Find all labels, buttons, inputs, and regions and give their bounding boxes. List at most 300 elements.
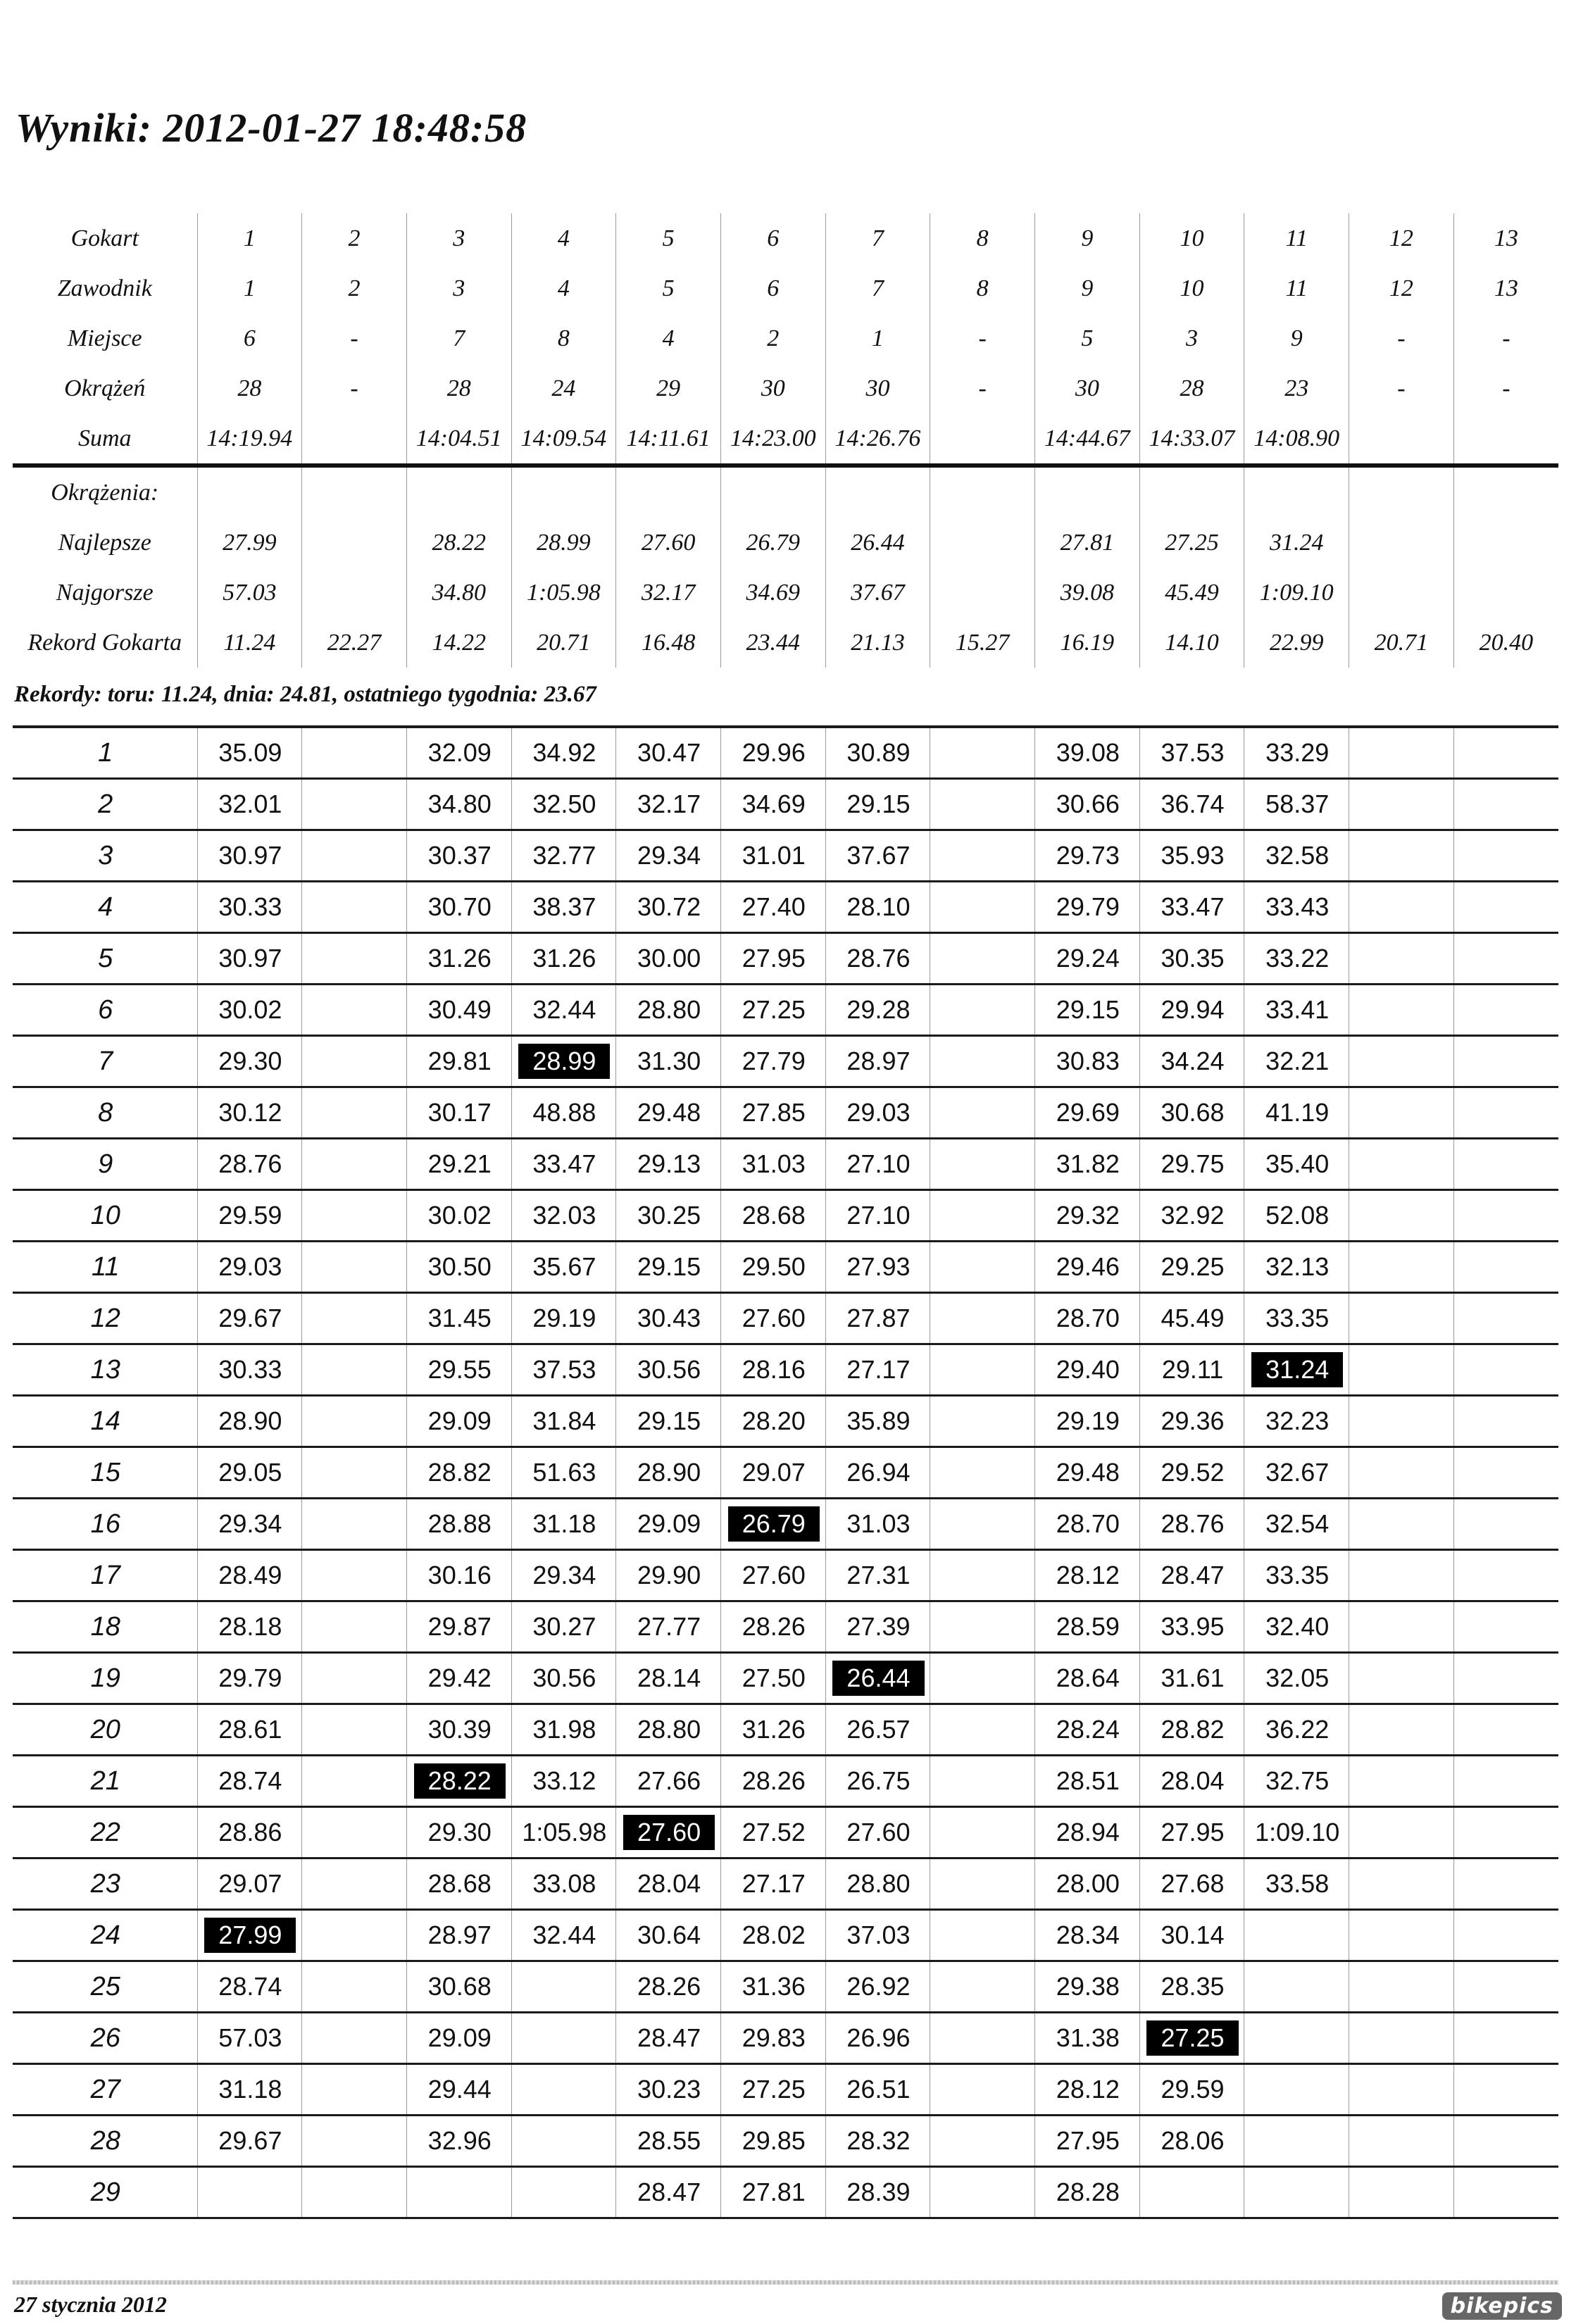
lap-time-cell: 27.95: [1139, 1807, 1244, 1858]
stat-cell: 20.71: [511, 618, 616, 668]
table-row: [13, 2013, 1558, 2064]
table-row: [13, 933, 1558, 985]
stat-cell: [930, 568, 1035, 618]
lap-time-cell: [930, 1396, 1035, 1447]
stat-cell: 22.99: [1244, 618, 1349, 668]
lap-time-cell: 31.26: [511, 933, 616, 985]
table-row: [13, 1961, 1558, 2013]
lap-time-cell: [302, 1344, 407, 1396]
lap-time-cell: [1139, 2167, 1244, 2218]
lap-time-cell: 33.29: [1244, 727, 1349, 779]
lap-time-cell: 31.03: [825, 1499, 930, 1550]
header-cell: [1453, 413, 1558, 466]
row-label: Rekord Gokarta: [27, 629, 182, 656]
lap-number: 25: [13, 1961, 197, 2013]
lap-time-cell: [302, 779, 407, 830]
lap-time-cell: 26.96: [825, 2013, 930, 2064]
lap-time-cell: [1453, 1704, 1558, 1756]
lap-time-cell: 33.95: [1139, 1601, 1244, 1653]
lap-time-cell: 31.26: [720, 1704, 825, 1756]
table-row: [13, 727, 1558, 779]
lap-number: 13: [13, 1344, 197, 1396]
stat-cell: [302, 518, 407, 568]
lap-time-cell: 29.28: [825, 985, 930, 1036]
lap-time-cell: [302, 1242, 407, 1293]
lap-time-cell: [302, 882, 407, 933]
section-label: Okrążenia:: [51, 479, 159, 506]
lap-time-cell: 29.40: [1035, 1344, 1140, 1396]
stat-cell: 20.71: [1349, 618, 1454, 668]
lap-time-cell: 30.66: [1035, 779, 1140, 830]
stat-cell: [1453, 518, 1558, 568]
stat-cell: 1:05.98: [511, 568, 616, 618]
best-lap-highlight: 28.22: [414, 1763, 506, 1799]
lap-time-cell: [1349, 1961, 1454, 2013]
header-cell: [302, 413, 407, 466]
lap-time-cell: [302, 1190, 407, 1242]
lap-time-cell: 28.04: [616, 1858, 721, 1910]
header-cell: 7: [825, 213, 930, 263]
lap-time-cell: [1453, 2013, 1558, 2064]
lap-time-cell: 29.34: [511, 1550, 616, 1601]
empty-cell: [930, 466, 1035, 518]
lap-time-cell: 36.22: [1244, 1704, 1349, 1756]
lap-time-cell: 32.44: [511, 1910, 616, 1961]
lap-time-cell: [930, 1242, 1035, 1293]
lap-time-cell: 29.32: [1035, 1190, 1140, 1242]
lap-time-cell: 26.92: [825, 1961, 930, 2013]
lap-time-cell: 28.76: [825, 933, 930, 985]
lap-time-cell: [1349, 985, 1454, 1036]
lap-time-cell: [511, 2013, 616, 2064]
lap-time-cell: 27.79: [720, 1036, 825, 1087]
lap-time-cell: 37.03: [825, 1910, 930, 1961]
lap-time-cell: [1349, 1293, 1454, 1344]
lap-time-cell: [1349, 2167, 1454, 2218]
section-row: [13, 466, 1558, 518]
lap-time-cell: 48.88: [511, 1087, 616, 1139]
lap-time-cell: [406, 1756, 511, 1807]
lap-time-cell: [930, 830, 1035, 882]
header-cell: -: [930, 313, 1035, 363]
lap-time-cell: [1349, 2013, 1454, 2064]
empty-cell: [302, 466, 407, 518]
stat-row: [13, 518, 1558, 568]
stat-cell: [302, 568, 407, 618]
lap-time-cell: 29.07: [720, 1447, 825, 1499]
lap-time-cell: 29.36: [1139, 1396, 1244, 1447]
lap-time-cell: [1349, 1396, 1454, 1447]
lap-time-cell: 32.17: [616, 779, 721, 830]
lap-time-cell: [1453, 1190, 1558, 1242]
lap-time-cell: 28.12: [1035, 1550, 1140, 1601]
header-cell: 1: [197, 213, 302, 263]
lap-time-cell: 32.44: [511, 985, 616, 1036]
lap-number: 2: [13, 779, 197, 830]
table-row: [13, 1087, 1558, 1139]
lap-time-cell: 31.18: [197, 2064, 302, 2116]
lap-time-cell: [302, 1704, 407, 1756]
lap-time-cell: 31.03: [720, 1139, 825, 1190]
lap-time-cell: 32.92: [1139, 1190, 1244, 1242]
lap-time-cell: 28.90: [197, 1396, 302, 1447]
lap-time-cell: 29.09: [406, 1396, 511, 1447]
header-cell: -: [1453, 313, 1558, 363]
header-cell: 28: [197, 363, 302, 413]
header-cell: 14:33.07: [1139, 413, 1244, 466]
lap-time-cell: 27.31: [825, 1550, 930, 1601]
lap-time-cell: 29.03: [197, 1242, 302, 1293]
lap-time-cell: 30.50: [406, 1242, 511, 1293]
lap-time-cell: [930, 779, 1035, 830]
lap-time-cell: 29.79: [197, 1653, 302, 1704]
lap-time-cell: [197, 1910, 302, 1961]
lap-number: 11: [13, 1242, 197, 1293]
header-cell: 9: [1244, 313, 1349, 363]
lap-time-cell: [302, 1653, 407, 1704]
lap-time-cell: 31.45: [406, 1293, 511, 1344]
lap-time-cell: 29.73: [1035, 830, 1140, 882]
lap-time-cell: [930, 727, 1035, 779]
stat-cell: 27.25: [1139, 518, 1244, 568]
lap-time-cell: 28.82: [1139, 1704, 1244, 1756]
lap-time-cell: [302, 1910, 407, 1961]
lap-time-cell: [1349, 1550, 1454, 1601]
lap-time-cell: 27.66: [616, 1756, 721, 1807]
lap-time-cell: 28.76: [1139, 1499, 1244, 1550]
lap-time-cell: 33.47: [1139, 882, 1244, 933]
empty-cell: [825, 466, 930, 518]
lap-time-cell: 28.16: [720, 1344, 825, 1396]
lap-time-cell: 27.95: [1035, 2116, 1140, 2167]
lap-time-cell: 28.51: [1035, 1756, 1140, 1807]
lap-number: 6: [13, 985, 197, 1036]
lap-time-cell: [1453, 1293, 1558, 1344]
header-cell: 12: [1349, 263, 1454, 313]
lap-number: 4: [13, 882, 197, 933]
table-row: [13, 1910, 1558, 1961]
lap-time-cell: [930, 1499, 1035, 1550]
lap-time-cell: [1244, 1961, 1349, 2013]
empty-cell: [197, 466, 302, 518]
best-lap-highlight: 27.25: [1146, 2020, 1238, 2056]
lap-number: 23: [13, 1858, 197, 1910]
lap-time-cell: 29.46: [1035, 1242, 1140, 1293]
lap-time-cell: [1453, 779, 1558, 830]
table-row: [13, 2064, 1558, 2116]
lap-time-cell: [930, 1293, 1035, 1344]
lap-time-cell: [930, 985, 1035, 1036]
lap-time-cell: 27.17: [825, 1344, 930, 1396]
lap-time-cell: [302, 1807, 407, 1858]
lap-time-cell: 28.04: [1139, 1756, 1244, 1807]
lap-time-cell: 58.37: [1244, 779, 1349, 830]
header-cell: -: [302, 363, 407, 413]
lap-time-cell: 30.25: [616, 1190, 721, 1242]
lap-number: 21: [13, 1756, 197, 1807]
lap-time-cell: 28.61: [197, 1704, 302, 1756]
footer-date: 27 stycznia 2012: [14, 2292, 167, 2317]
stat-cell: 45.49: [1139, 568, 1244, 618]
stat-cell: [1349, 518, 1454, 568]
lap-time-cell: 28.26: [720, 1601, 825, 1653]
stat-cell: 14.22: [406, 618, 511, 668]
header-cell: 14:11.61: [616, 413, 721, 466]
lap-time-cell: 35.40: [1244, 1139, 1349, 1190]
lap-time-cell: [930, 1807, 1035, 1858]
lap-time-cell: 33.35: [1244, 1550, 1349, 1601]
summary-table: [13, 213, 1558, 668]
lap-time-cell: 29.09: [616, 1499, 721, 1550]
lap-time-cell: 30.14: [1139, 1910, 1244, 1961]
header-cell: 2: [720, 313, 825, 363]
lap-number: 26: [13, 2013, 197, 2064]
header-cell: 10: [1139, 263, 1244, 313]
lap-time-cell: 33.35: [1244, 1293, 1349, 1344]
lap-time-cell: [1349, 1858, 1454, 1910]
lap-time-cell: [930, 1961, 1035, 2013]
lap-time-cell: 29.67: [197, 1293, 302, 1344]
lap-time-cell: 31.01: [720, 830, 825, 882]
lap-time-cell: [930, 1190, 1035, 1242]
lap-time-cell: 30.35: [1139, 933, 1244, 985]
lap-time-cell: 29.44: [406, 2064, 511, 2116]
lap-time-cell: [1349, 1036, 1454, 1087]
lap-time-cell: 27.10: [825, 1190, 930, 1242]
lap-time-cell: 33.41: [1244, 985, 1349, 1036]
lap-time-cell: 30.97: [197, 830, 302, 882]
lap-number: 16: [13, 1499, 197, 1550]
lap-time-cell: [1453, 882, 1558, 933]
lap-number: 15: [13, 1447, 197, 1499]
stat-cell: 28.99: [511, 518, 616, 568]
stat-cell: 31.24: [1244, 518, 1349, 568]
header-cell: 2: [302, 263, 407, 313]
lap-time-cell: [930, 1653, 1035, 1704]
records-line: Rekordy: toru: 11.24, dnia: 24.81, ostatniego tygodnia: 23.67: [14, 682, 596, 707]
lap-time-cell: [302, 933, 407, 985]
lap-number: 8: [13, 1087, 197, 1139]
lap-time-cell: 29.94: [1139, 985, 1244, 1036]
lap-time-cell: 28.14: [616, 1653, 721, 1704]
lap-time-cell: 27.39: [825, 1601, 930, 1653]
lap-time-cell: [930, 1036, 1035, 1087]
lap-time-cell: [1349, 1653, 1454, 1704]
lap-time-cell: [930, 1447, 1035, 1499]
lap-number: 22: [13, 1807, 197, 1858]
lap-time-cell: 35.67: [511, 1242, 616, 1293]
lap-time-cell: 29.24: [1035, 933, 1140, 985]
header-cell: 8: [930, 213, 1035, 263]
lap-number: 5: [13, 933, 197, 985]
stat-cell: 26.44: [825, 518, 930, 568]
lap-time-cell: 30.49: [406, 985, 511, 1036]
lap-time-cell: [930, 882, 1035, 933]
header-cell: 14:19.94: [197, 413, 302, 466]
lap-time-cell: 28.80: [616, 1704, 721, 1756]
table-row: [13, 1036, 1558, 1087]
lap-time-cell: 30.47: [616, 727, 721, 779]
stat-cell: 27.81: [1035, 518, 1140, 568]
header-row: [13, 213, 1558, 263]
table-row: [13, 1756, 1558, 1807]
lap-time-cell: 31.30: [616, 1036, 721, 1087]
lap-time-cell: 29.30: [197, 1036, 302, 1087]
lap-time-cell: 29.96: [720, 727, 825, 779]
lap-time-cell: 28.26: [720, 1756, 825, 1807]
stat-cell: 11.24: [197, 618, 302, 668]
header-cell: 13: [1453, 263, 1558, 313]
header-cell: 28: [1139, 363, 1244, 413]
lap-time-cell: 32.09: [406, 727, 511, 779]
row-label: Najlepsze: [58, 529, 151, 556]
lap-time-cell: [930, 933, 1035, 985]
lap-time-cell: 28.70: [1035, 1293, 1140, 1344]
lap-number: 17: [13, 1550, 197, 1601]
lap-time-cell: 33.47: [511, 1139, 616, 1190]
lap-time-cell: 29.83: [720, 2013, 825, 2064]
lap-time-cell: 52.08: [1244, 1190, 1349, 1242]
lap-time-cell: [1349, 2116, 1454, 2167]
lap-number: 19: [13, 1653, 197, 1704]
lap-time-cell: [1349, 830, 1454, 882]
header-cell: -: [930, 363, 1035, 413]
lap-time-cell: 31.36: [720, 1961, 825, 2013]
table-row: [13, 1190, 1558, 1242]
lap-time-cell: 35.93: [1139, 830, 1244, 882]
lap-time-cell: 31.84: [511, 1396, 616, 1447]
lap-time-cell: 37.67: [825, 830, 930, 882]
lap-time-cell: 30.23: [616, 2064, 721, 2116]
lap-time-cell: 29.15: [1035, 985, 1140, 1036]
lap-time-cell: 32.21: [1244, 1036, 1349, 1087]
lap-time-cell: 28.06: [1139, 2116, 1244, 2167]
lap-time-cell: 30.02: [197, 985, 302, 1036]
lap-time-cell: [302, 1087, 407, 1139]
lap-time-cell: 32.54: [1244, 1499, 1349, 1550]
lap-time-cell: 29.34: [197, 1499, 302, 1550]
lap-time-cell: 33.08: [511, 1858, 616, 1910]
stat-row: [13, 568, 1558, 618]
stat-cell: 27.99: [197, 518, 302, 568]
table-row: [13, 1550, 1558, 1601]
lap-time-cell: 28.97: [406, 1910, 511, 1961]
lap-time-cell: [930, 1139, 1035, 1190]
lap-time-cell: 30.56: [616, 1344, 721, 1396]
lap-time-cell: [197, 2167, 302, 2218]
lap-time-cell: 27.52: [720, 1807, 825, 1858]
lap-time-cell: [1349, 1807, 1454, 1858]
lap-time-cell: [720, 1499, 825, 1550]
lap-time-cell: [1349, 779, 1454, 830]
lap-time-cell: [302, 2013, 407, 2064]
lap-time-cell: 28.20: [720, 1396, 825, 1447]
lap-time-cell: [1244, 1344, 1349, 1396]
lap-time-cell: 28.24: [1035, 1704, 1140, 1756]
lap-time-cell: [302, 1550, 407, 1601]
stat-cell: 16.48: [616, 618, 721, 668]
lap-time-cell: 51.63: [511, 1447, 616, 1499]
lap-time-cell: [302, 1858, 407, 1910]
lap-time-cell: 27.60: [720, 1293, 825, 1344]
lap-time-cell: 27.60: [720, 1550, 825, 1601]
table-row: [13, 1447, 1558, 1499]
header-cell: 14:04.51: [406, 413, 511, 466]
lap-time-cell: 37.53: [1139, 727, 1244, 779]
lap-time-cell: [302, 1499, 407, 1550]
lap-time-cell: 28.76: [197, 1139, 302, 1190]
lap-time-cell: 29.11: [1139, 1344, 1244, 1396]
lap-time-cell: [511, 1036, 616, 1087]
lap-time-cell: 29.09: [406, 2013, 511, 2064]
table-row: [13, 1344, 1558, 1396]
lap-time-cell: [1453, 1396, 1558, 1447]
lap-time-cell: 27.25: [720, 2064, 825, 2116]
lap-time-cell: 32.40: [1244, 1601, 1349, 1653]
empty-cell: [720, 466, 825, 518]
lap-time-cell: 28.86: [197, 1807, 302, 1858]
table-row: [13, 1242, 1558, 1293]
lap-time-cell: 28.32: [825, 2116, 930, 2167]
lap-time-cell: 32.05: [1244, 1653, 1349, 1704]
row-label: Gokart: [70, 225, 139, 251]
stat-cell: 16.19: [1035, 618, 1140, 668]
lap-time-cell: 30.97: [197, 933, 302, 985]
lap-time-cell: 27.85: [720, 1087, 825, 1139]
lap-time-cell: [1453, 2116, 1558, 2167]
header-cell: 11: [1244, 213, 1349, 263]
lap-time-cell: 31.26: [406, 933, 511, 985]
lap-time-cell: 28.18: [197, 1601, 302, 1653]
best-lap-highlight: 28.99: [518, 1044, 610, 1079]
lap-time-cell: [1453, 2064, 1558, 2116]
lap-time-cell: [930, 1550, 1035, 1601]
lap-number: 18: [13, 1601, 197, 1653]
table-row: [13, 1807, 1558, 1858]
lap-time-cell: [930, 2116, 1035, 2167]
lap-time-cell: [1453, 830, 1558, 882]
lap-time-cell: 32.67: [1244, 1447, 1349, 1499]
header-cell: 14:09.54: [511, 413, 616, 466]
lap-number: 10: [13, 1190, 197, 1242]
lap-time-cell: [406, 2167, 511, 2218]
header-cell: 11: [1244, 263, 1349, 313]
lap-time-cell: [302, 1601, 407, 1653]
header-cell: 23: [1244, 363, 1349, 413]
header-cell: 6: [197, 313, 302, 363]
lap-time-cell: [511, 1961, 616, 2013]
lap-time-cell: 31.82: [1035, 1139, 1140, 1190]
header-cell: 10: [1139, 213, 1244, 263]
header-cell: 14:44.67: [1035, 413, 1140, 466]
header-row: [13, 413, 1558, 466]
stat-cell: 28.22: [406, 518, 511, 568]
header-cell: -: [1453, 363, 1558, 413]
lap-time-cell: 35.09: [197, 727, 302, 779]
lap-time-cell: 29.15: [616, 1396, 721, 1447]
lap-time-cell: 33.22: [1244, 933, 1349, 985]
best-lap-highlight: 26.44: [832, 1661, 924, 1696]
lap-time-cell: 29.30: [406, 1807, 511, 1858]
header-cell: 3: [1139, 313, 1244, 363]
watermark-logo: bikepics: [1442, 2292, 1562, 2320]
lap-time-cell: 29.81: [406, 1036, 511, 1087]
lap-time-cell: [302, 1961, 407, 2013]
lap-time-cell: [930, 1087, 1035, 1139]
lap-time-cell: 29.19: [511, 1293, 616, 1344]
stat-row: [13, 618, 1558, 668]
lap-time-cell: [1453, 1550, 1558, 1601]
